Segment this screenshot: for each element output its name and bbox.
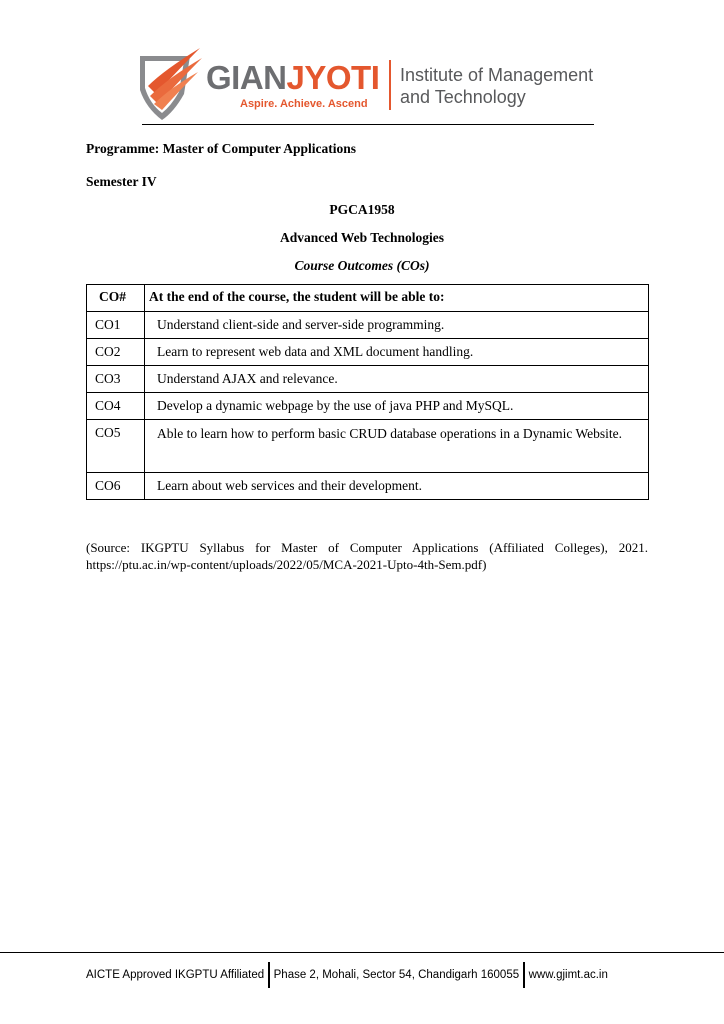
footer-rule [0,952,724,953]
co-text: Understand AJAX and relevance. [145,366,649,393]
footer-address: Phase 2, Mohali, Sector 54, Chandigarh 160055 [273,969,520,981]
co-id: CO4 [87,393,145,420]
co-text: Learn to represent web data and XML document handling. [145,339,649,366]
table-header-row [87,285,649,312]
footer-website: www.gjimt.ac.in [528,969,608,981]
brand-name-gian: GIAN [206,59,287,96]
table-row [87,339,649,366]
table-row [87,420,649,473]
footer-divider [523,962,525,988]
institute-name-line2: and Technology [400,87,526,107]
outcomes-heading: Course Outcomes (COs) [294,258,430,273]
co-id: CO2 [87,339,145,366]
brand-tagline: Aspire. Achieve. Ascend [240,98,368,110]
source-citation: (Source: IKGPTU Syllabus for Master of Computer Applications (Affiliated Colleges), 2021. https://ptu.ac.in/wp-content/uploads/2022/05/MCA-2021-Upto-4th-Sem.pdf) [86,540,648,572]
letterhead [134,42,594,122]
table-row [87,393,649,420]
table-row [87,312,649,339]
header-divider [389,60,391,110]
co-id: CO5 [87,420,145,473]
co-text: Understand client-side and server-side programming. [145,312,649,339]
co-id: CO1 [87,312,145,339]
institute-name [400,64,593,108]
footer [86,962,608,988]
brand-name-jyoti: JYOTI [286,59,380,96]
co-text: Learn about web services and their development. [145,473,649,500]
course-title: Advanced Web Technologies [279,230,445,245]
course-outcomes-table [86,284,649,500]
table-row [87,366,649,393]
co-text: Develop a dynamic webpage by the use of java PHP and MySQL. [145,393,649,420]
institute-name-line1: Institute of Management [400,65,594,85]
co-id: CO3 [87,366,145,393]
semester-line: Semester IV [86,174,157,189]
header-rule [142,124,594,125]
col-header-co: CO# [87,285,145,312]
shield-swoosh-logo-icon [134,42,204,122]
co-text: Able to learn how to perform basic CRUD database operations in a Dynamic Website. [145,420,649,473]
programme-line: Programme: Master of Computer Applications [86,141,356,156]
col-header-outcome: At the end of the course, the student will be able to: [145,285,649,312]
brand-name [206,60,379,96]
course-code: PGCA1958 [329,202,395,217]
footer-divider [268,962,270,988]
table-row [87,473,649,500]
footer-affiliation: AICTE Approved IKGPTU Affiliated [86,969,265,981]
co-id: CO6 [87,473,145,500]
